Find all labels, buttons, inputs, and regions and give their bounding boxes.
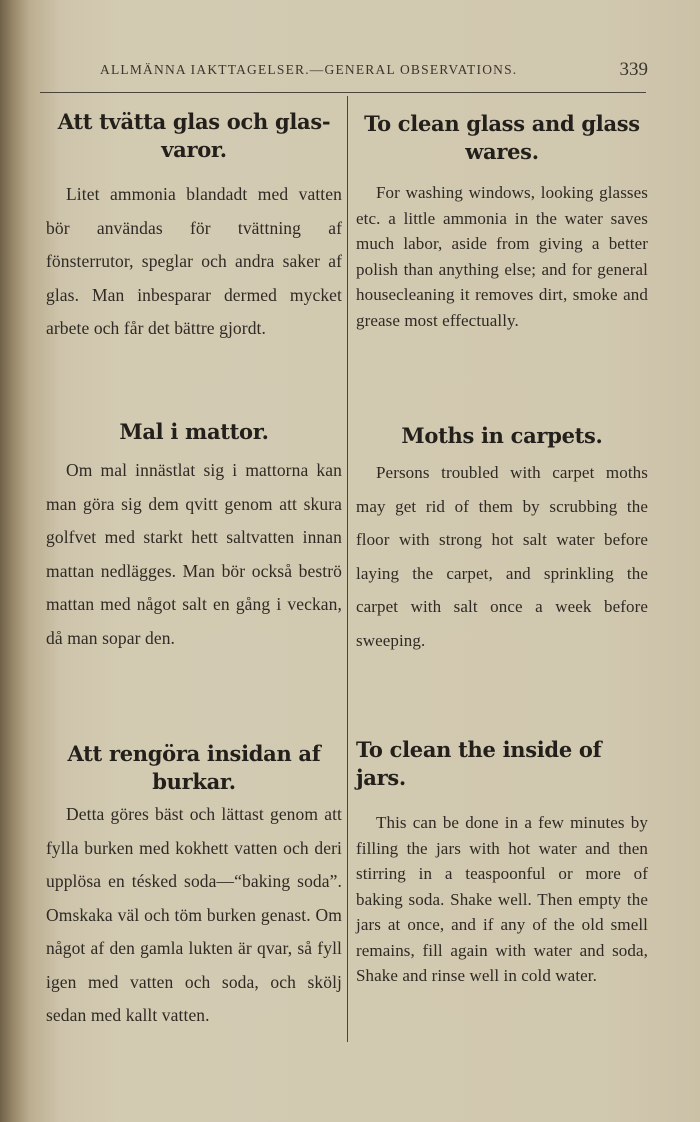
section-english-2 (356, 422, 648, 657)
section-title: To clean the inside of jars. (356, 737, 602, 790)
section-swedish-2 (46, 418, 342, 655)
section-text: Litet ammonia blandadt med vatten bör användas för tvättning af fönsterrutor, speglar och andra saker af glas. Man inbesparar dermed mycket arbete och får det bättre gjordt. (46, 184, 342, 338)
section-text: For washing windows, looking glasses etc. a little ammonia in the water saves much labor, aside from giving a better polish than anything else; and for general housecleaning it removes dirt, smoke and grease most effectually. (356, 183, 648, 330)
section-swedish-1 (46, 108, 342, 346)
section-english-3 (356, 736, 648, 989)
section-text: This can be done in a few minutes by filling the jars with hot water and then stirring in a teaspoonful or more of baking soda. Shake well. Then empty the jars at once, and if any of the old smell remains, fill again with water and soda, Shake and rinse well in cold water. (356, 813, 648, 985)
section-title: To clean glass and glass wares. (364, 111, 640, 164)
section-title: Moths in carpets. (401, 423, 603, 448)
section-swedish-3 (46, 740, 342, 1033)
section-text: Detta göres bäst och lättast genom att fylla burken med kokhett vatten och deri upplösa en tésked soda—“baking soda”. Omskaka väl och töm burken genast. Om något af den gamla lukten är qvar, så fyll igen med vatten och soda, och skölj sedan med kallt vatten. (46, 804, 342, 1025)
header-rule (40, 92, 646, 93)
section-title: Att tvätta glas och glas-varor. (57, 109, 331, 162)
page-number: 339 (619, 59, 648, 80)
running-header (100, 59, 648, 80)
running-title: ALLMÄNNA IAKTTAGELSER.—GENERAL OBSERVATIONS. (100, 62, 518, 77)
column-divider (347, 96, 348, 1042)
section-title: Att rengöra insidan af burkar. (67, 741, 321, 794)
section-title: Mal i mattor. (119, 419, 269, 444)
section-text: Persons troubled with carpet moths may get rid of them by scrubbing the floor with strong hot salt water before laying the carpet, and sprinkling the carpet with salt once a week before sweeping. (356, 463, 648, 650)
section-text: Om mal innästlat sig i mattorna kan man göra sig dem qvitt genom att skura golfvet med starkt hett saltvatten innan mattan nedlägges. Man bör också beströ mattan med något salt en gång i veckan, då man sopar den. (46, 460, 342, 648)
section-english-1 (356, 110, 648, 333)
